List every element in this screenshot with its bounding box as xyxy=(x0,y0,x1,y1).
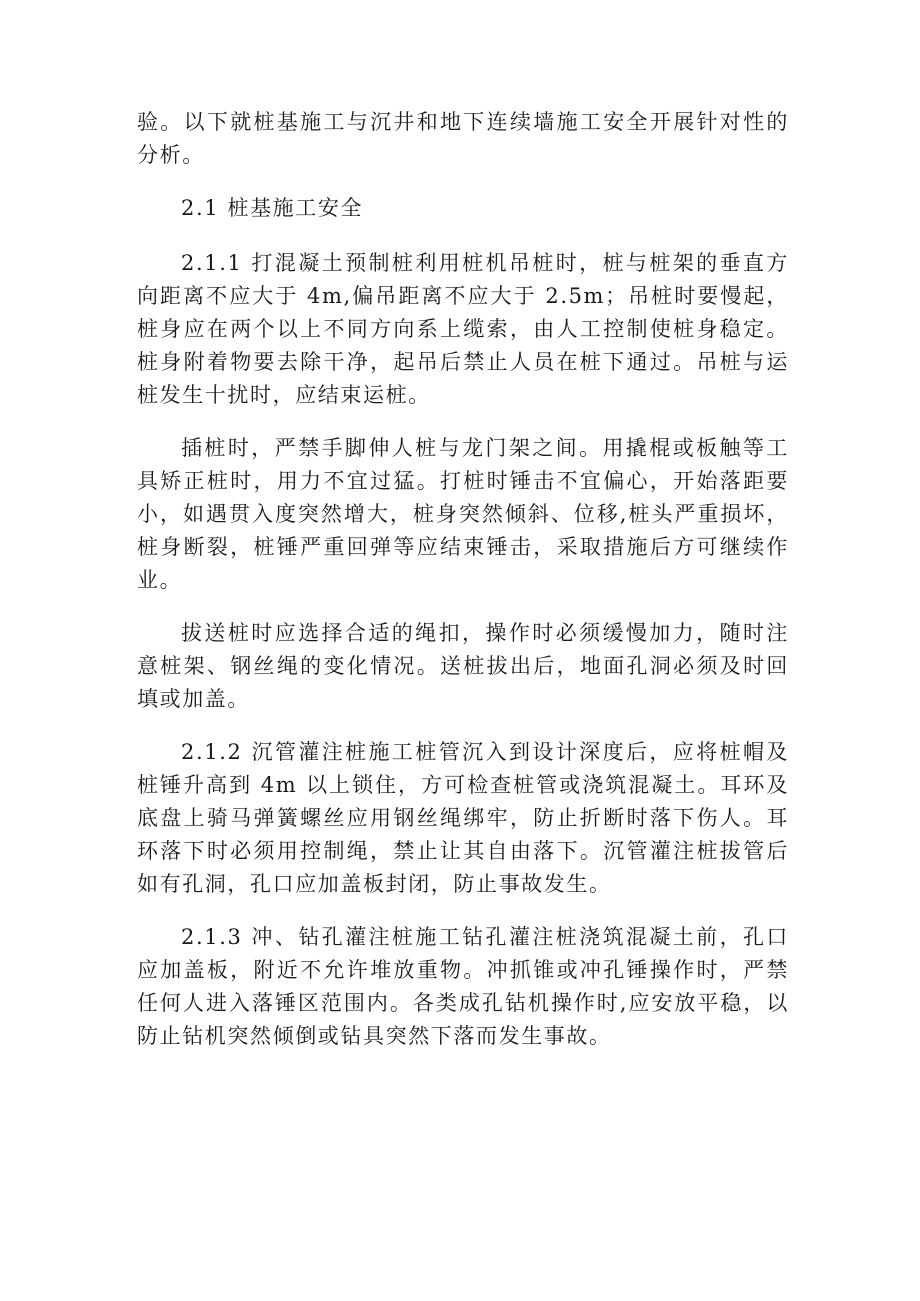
paragraph-pile-extraction: 拔送桩时应选择合适的绳扣，操作时必须缓慢加力，随时注意桩架、钢丝绳的变化情况。送桩拔出后，地面孔洞必须及时回填或加盖。 xyxy=(137,621,789,711)
paragraph-pile-insertion: 插桩时，严禁手脚伸人桩与龙门架之间。用撬棍或板触等工具矫正桩时，用力不宜过猛。打桩时锤击不宜偏心，开始落距要小，如遇贯入度突然增大，桩身突然倾斜、位移,桩头严重损坏，桩身断裂，桩锤严重回弹等应结束锤击，采取措施后方可继续作业。 xyxy=(137,436,789,592)
paragraph-2-1-3: 2.1.3 冲、钻孔灌注桩施工钻孔灌注桩浇筑混凝土前，孔口应加盖板，附近不允许堆放重物。冲抓锥或冲孔锤操作时，严禁任何人进入落锤区范围内。各类成孔钻机操作时,应安放平稳，以防止钻机突然倾倒或钻具突然下落而发生事故。 xyxy=(137,925,789,1048)
paragraph-2-1-1: 2.1.1 打混凝土预制桩利用桩机吊桩时，桩与桩架的垂直方向距离不应大于 4m,偏吊距离不应大于 2.5m；吊桩时要慢起，桩身应在两个以上不同方向系上缆索，由人工控制使桩身稳定。桩身附着物要去除干净，起吊后禁止人员在桩下通过。吊桩与运桩发生十扰时，应结束运桩。 xyxy=(137,251,789,407)
section-heading-2-1: 2.1 桩基施工安全 xyxy=(181,196,364,220)
paragraph-intro-continuation: 验。以下就桩基施工与沉井和地下连续墙施工安全开展针对性的分析。 xyxy=(137,110,789,167)
document-body xyxy=(137,106,789,1073)
paragraph-2-1-2: 2.1.2 沉管灌注桩施工桩管沉入到设计深度后，应将桩帽及桩锤升高到 4m 以上锁住，方可检查桩管或浇筑混凝土。耳环及底盘上骑马弹簧螺丝应用钢丝绳绑牢，防止折断时落下伤人。耳环落下时必须用控制绳，禁止让其自由落下。沉管灌注桩拔管后如有孔洞，孔口应加盖板封闭，防止事故发生。 xyxy=(137,740,789,896)
